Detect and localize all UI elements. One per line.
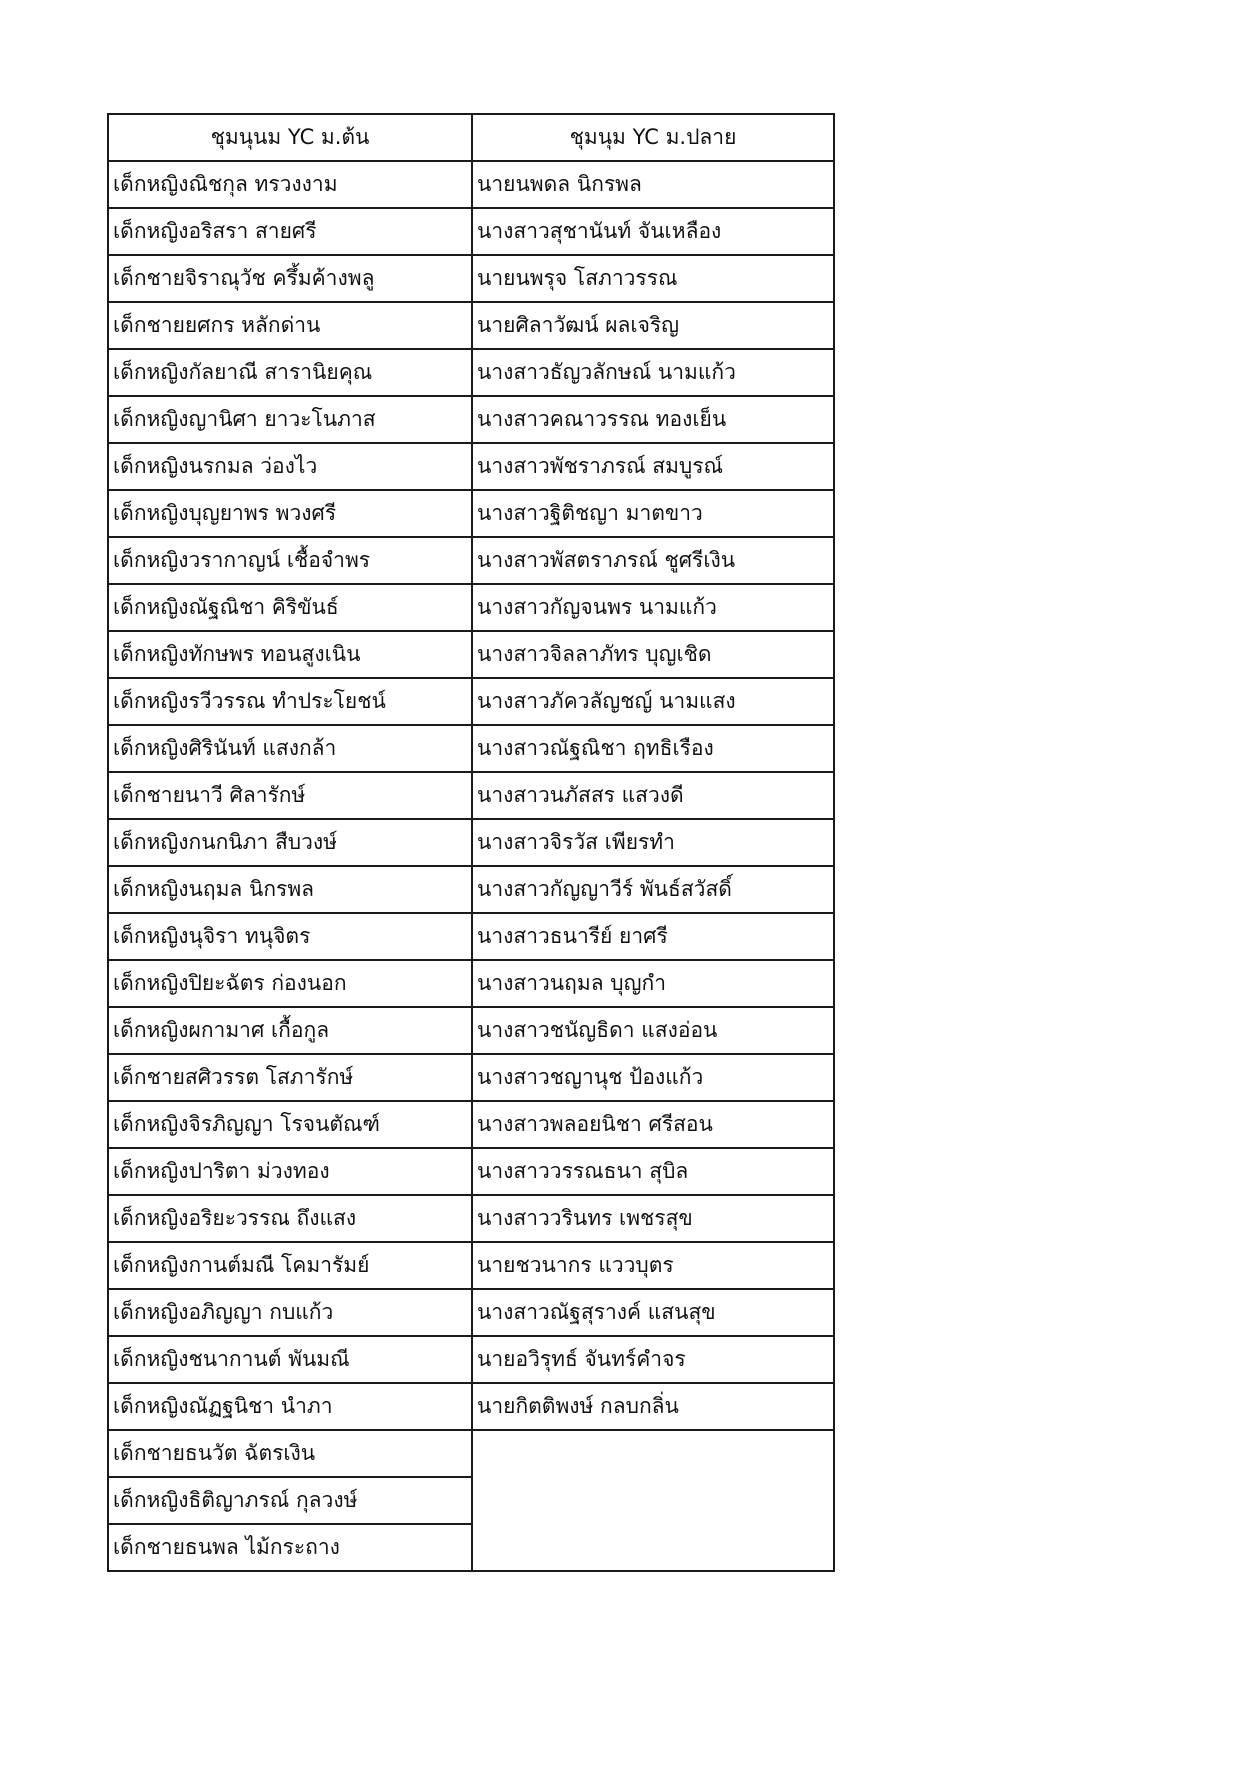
member-name-lower-secondary: เด็กหญิงนฤมล นิกรพล [108, 866, 472, 913]
table-row [108, 1242, 834, 1289]
member-name-lower-secondary: เด็กชายนาวี ศิลารักษ์ [108, 772, 472, 819]
table-row [108, 161, 834, 208]
table-row [108, 725, 834, 772]
member-name-upper-secondary: นางสาวจิลลาภัทร บุญเชิด [472, 631, 834, 678]
member-name-lower-secondary: เด็กหญิงกานต์มณี โคมารัมย์ [108, 1242, 472, 1289]
table-row [108, 1101, 834, 1148]
member-name-lower-secondary: เด็กหญิงอริยะวรรณ ถึงแสง [108, 1195, 472, 1242]
member-name-lower-secondary: เด็กหญิงกัลยาณี สารานิยคุณ [108, 349, 472, 396]
member-name-lower-secondary: เด็กหญิงอริสรา สายศรี [108, 208, 472, 255]
member-name-upper-secondary: นางสาวจิรวัส เพียรทำ [472, 819, 834, 866]
table-row [108, 772, 834, 819]
table-row [108, 490, 834, 537]
member-name-upper-secondary: นางสาวชนัญธิดา แสงอ่อน [472, 1007, 834, 1054]
table-row [108, 913, 834, 960]
member-name-upper-secondary: นางสาวธนารีย์ ยาศรี [472, 913, 834, 960]
member-name-upper-secondary: นางสาวนภัสสร แสวงดี [472, 772, 834, 819]
member-name-lower-secondary: เด็กหญิงกนกนิภา สืบวงษ์ [108, 819, 472, 866]
table-row [108, 960, 834, 1007]
table-row [108, 1007, 834, 1054]
member-name-upper-secondary: นายกิตติพงษ์ กลบกลิ่น [472, 1383, 834, 1430]
club-member-table [107, 113, 835, 1572]
table-row [108, 302, 834, 349]
member-name-lower-secondary: เด็กหญิงณัฏฐนิชา นำภา [108, 1383, 472, 1430]
member-name-upper-secondary: นางสาวนฤมล บุญกำ [472, 960, 834, 1007]
member-name-upper-secondary: นางสาวพลอยนิชา ศรีสอน [472, 1101, 834, 1148]
member-name-upper-secondary: นายชวนากร แววบุตร [472, 1242, 834, 1289]
header-lower-secondary: ชุมนุนม YC ม.ต้น [108, 114, 472, 161]
member-name-lower-secondary: เด็กชายจิราณุวัช ครึ้มค้างพลู [108, 255, 472, 302]
table-row [108, 396, 834, 443]
table-body [108, 161, 834, 1571]
member-name-lower-secondary: เด็กหญิงธิติญาภรณ์ กุลวงษ์ [108, 1477, 472, 1524]
member-name-upper-secondary: นางสาวธัญวลักษณ์ นามแก้ว [472, 349, 834, 396]
table-row [108, 584, 834, 631]
member-name-lower-secondary: เด็กหญิงนุจิรา ทนุจิตร [108, 913, 472, 960]
member-name-upper-secondary: นางสาวคณาวรรณ ทองเย็น [472, 396, 834, 443]
table-row [108, 443, 834, 490]
member-name-lower-secondary: เด็กชายยศกร หลักด่าน [108, 302, 472, 349]
member-name-lower-secondary: เด็กหญิงอภิญญา กบแก้ว [108, 1289, 472, 1336]
member-name-lower-secondary: เด็กหญิงรวีวรรณ ทำประโยชน์ [108, 678, 472, 725]
member-name-lower-secondary: เด็กหญิงบุญยาพร พวงศรี [108, 490, 472, 537]
member-name-upper-secondary: นางสาวฐิติชญา มาตขาว [472, 490, 834, 537]
member-name-lower-secondary: เด็กหญิงจิรภิญญา โรจนตัณฑ์ [108, 1101, 472, 1148]
member-name-lower-secondary: เด็กหญิงนรกมล ว่องไว [108, 443, 472, 490]
header-upper-secondary: ชุมนุม YC ม.ปลาย [472, 114, 834, 161]
member-name-upper-secondary: นางสาววรรณธนา สุบิล [472, 1148, 834, 1195]
member-name-upper-secondary: นางสาวณัฐณิชา ฤทธิเรือง [472, 725, 834, 772]
member-name-lower-secondary: เด็กหญิงญานิศา ยาวะโนภาส [108, 396, 472, 443]
member-name-upper-secondary: นางสาวพัชราภรณ์ สมบูรณ์ [472, 443, 834, 490]
empty-cell [472, 1430, 834, 1571]
table-row [108, 1336, 834, 1383]
member-name-upper-secondary: นางสาวณัฐสุรางค์ แสนสุข [472, 1289, 834, 1336]
table-row [108, 819, 834, 866]
member-name-lower-secondary: เด็กหญิงวรากาญน์ เชื้อจำพร [108, 537, 472, 584]
member-name-upper-secondary: นางสาวกัญจนพร นามแก้ว [472, 584, 834, 631]
table-header-row [108, 114, 834, 161]
table-row [108, 1289, 834, 1336]
member-name-upper-secondary: นายศิลาวัฒน์ ผลเจริญ [472, 302, 834, 349]
member-name-upper-secondary: นางสาวชญานุช ป้องแก้ว [472, 1054, 834, 1101]
member-name-lower-secondary: เด็กชายธนพล ไม้กระถาง [108, 1524, 472, 1571]
member-name-lower-secondary: เด็กชายธนวัต ฉัตรเงิน [108, 1430, 472, 1477]
member-name-lower-secondary: เด็กชายสศิวรรต โสภารักษ์ [108, 1054, 472, 1101]
table-row [108, 208, 834, 255]
table-row [108, 1195, 834, 1242]
member-name-upper-secondary: นางสาววรินทร เพชรสุข [472, 1195, 834, 1242]
member-name-lower-secondary: เด็กหญิงชนากานต์ พันมณี [108, 1336, 472, 1383]
table-row [108, 1430, 834, 1477]
table-row [108, 537, 834, 584]
table-row [108, 349, 834, 396]
member-name-lower-secondary: เด็กหญิงปิยะฉัตร ก่องนอก [108, 960, 472, 1007]
table-row [108, 1054, 834, 1101]
member-name-lower-secondary: เด็กหญิงปาริตา ม่วงทอง [108, 1148, 472, 1195]
table-row [108, 1383, 834, 1430]
member-name-lower-secondary: เด็กหญิงผกามาศ เกื้อกูล [108, 1007, 472, 1054]
member-name-lower-secondary: เด็กหญิงณัฐณิชา คิริขันธ์ [108, 584, 472, 631]
member-name-upper-secondary: นางสาวพัสตราภรณ์ ชูศรีเงิน [472, 537, 834, 584]
member-name-upper-secondary: นางสาวภัควลัญชญ์ นามแสง [472, 678, 834, 725]
member-name-lower-secondary: เด็กหญิงทักษพร ทอนสูงเนิน [108, 631, 472, 678]
member-name-upper-secondary: นางสาวกัญญาวีร์ พันธ์สวัสดิ์ [472, 866, 834, 913]
table-row [108, 678, 834, 725]
table-row [108, 631, 834, 678]
member-name-upper-secondary: นายนพรุจ โสภาวรรณ [472, 255, 834, 302]
table-row [108, 255, 834, 302]
member-name-lower-secondary: เด็กหญิงศิรินันท์ แสงกล้า [108, 725, 472, 772]
member-name-upper-secondary: นายอวิรุทธ์ จันทร์คำจร [472, 1336, 834, 1383]
member-name-upper-secondary: นางสาวสุชานันท์ จันเหลือง [472, 208, 834, 255]
table-row [108, 866, 834, 913]
table-row [108, 1148, 834, 1195]
member-name-upper-secondary: นายนพดล นิกรพล [472, 161, 834, 208]
member-name-lower-secondary: เด็กหญิงณิชกุล ทรวงงาม [108, 161, 472, 208]
